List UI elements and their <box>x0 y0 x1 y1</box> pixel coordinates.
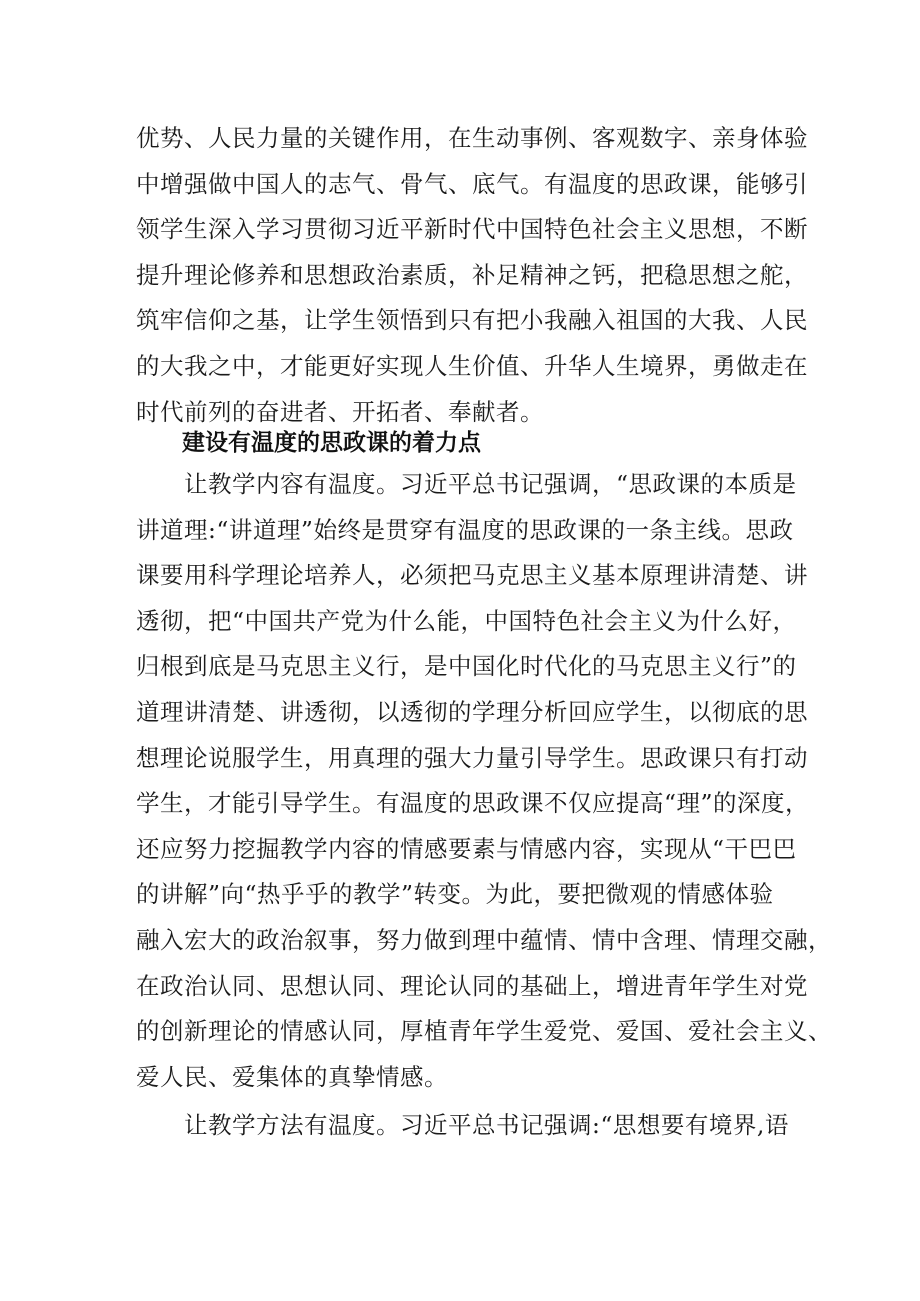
paragraph-line: 筑牢信仰之基，让学生领悟到只有把小我融入祖国的大我、人民 <box>136 306 808 335</box>
paragraph-1-body <box>136 116 808 435</box>
paragraph-line: 提升理论修养和思想政治素质，补足精神之钙，把稳思想之舵， <box>136 260 808 289</box>
paragraph-1 <box>136 116 808 435</box>
paragraph-line: 时代前列的奋进者、开拓者、奉献者。 <box>136 397 544 426</box>
paragraph-line: 透彻，把“中国共产党为什么能，中国特色社会主义为什么好， <box>136 606 797 635</box>
paragraph-2 <box>136 462 832 1100</box>
section-heading: 建设有温度的思政课的着力点 <box>182 430 481 456</box>
paragraph-line: 让教学方法有温度。习近平总书记强调:“思想要有境界,语 <box>184 1111 789 1139</box>
paragraph-line: 的创新理论的情感认同，厚植青年学生爱党、爱国、爱社会主义、 <box>136 1017 832 1046</box>
paragraph-line: 领学生深入学习贯彻习近平新时代中国特色社会主义思想，不断 <box>136 215 808 244</box>
paragraph-line: 还应努力挖掘教学内容的情感要素与情感内容，实现从“干巴巴 <box>136 834 797 863</box>
paragraph-line: 优势、人民力量的关键作用，在生动事例、客观数字、亲身体验 <box>136 124 808 152</box>
paragraph-line: 想理论说服学生，用真理的强大力量引导学生。思政课只有打动 <box>136 743 808 772</box>
paragraph-line: 中增强做中国人的志气、骨气、底气。有温度的思政课，能够引 <box>136 169 808 198</box>
paragraph-3-body <box>136 1103 796 1149</box>
paragraph-line: 归根到底是马克思主义行，是中国化时代化的马克思主义行”的 <box>136 652 797 681</box>
paragraph-line: 学生，才能引导学生。有温度的思政课不仅应提高“理”的深度， <box>136 789 810 818</box>
paragraph-line: 课要用科学理论培养人，必须把马克思主义基本原理讲清楚、讲 <box>136 561 808 590</box>
paragraph-line: 融入宏大的政治叙事，努力做到理中蕴情、情中含理、情理交融， <box>136 925 832 954</box>
paragraph-line: 的讲解”向“热乎乎的教学”转变。为此，要把微观的情感体验 <box>136 880 774 909</box>
paragraph-line: 让教学内容有温度。习近平总书记强调，“思政课的本质是 <box>184 470 797 498</box>
paragraph-line: 讲道理:“讲道理”始终是贯穿有温度的思政课的一条主线。思政 <box>136 515 794 544</box>
paragraph-3 <box>136 1103 796 1149</box>
paragraph-line: 道理讲清楚、讲透彻，以透彻的学理分析回应学生，以彻底的思 <box>136 697 808 726</box>
paragraph-2-body <box>136 462 832 1100</box>
paragraph-line: 爱人民、爱集体的真挚情感。 <box>136 1062 448 1091</box>
paragraph-line: 的大我之中，才能更好实现人生价值、升华人生境界，勇做走在 <box>136 351 808 380</box>
paragraph-line: 在政治认同、思想认同、理论认同的基础上，增进青年学生对党 <box>136 971 808 1000</box>
